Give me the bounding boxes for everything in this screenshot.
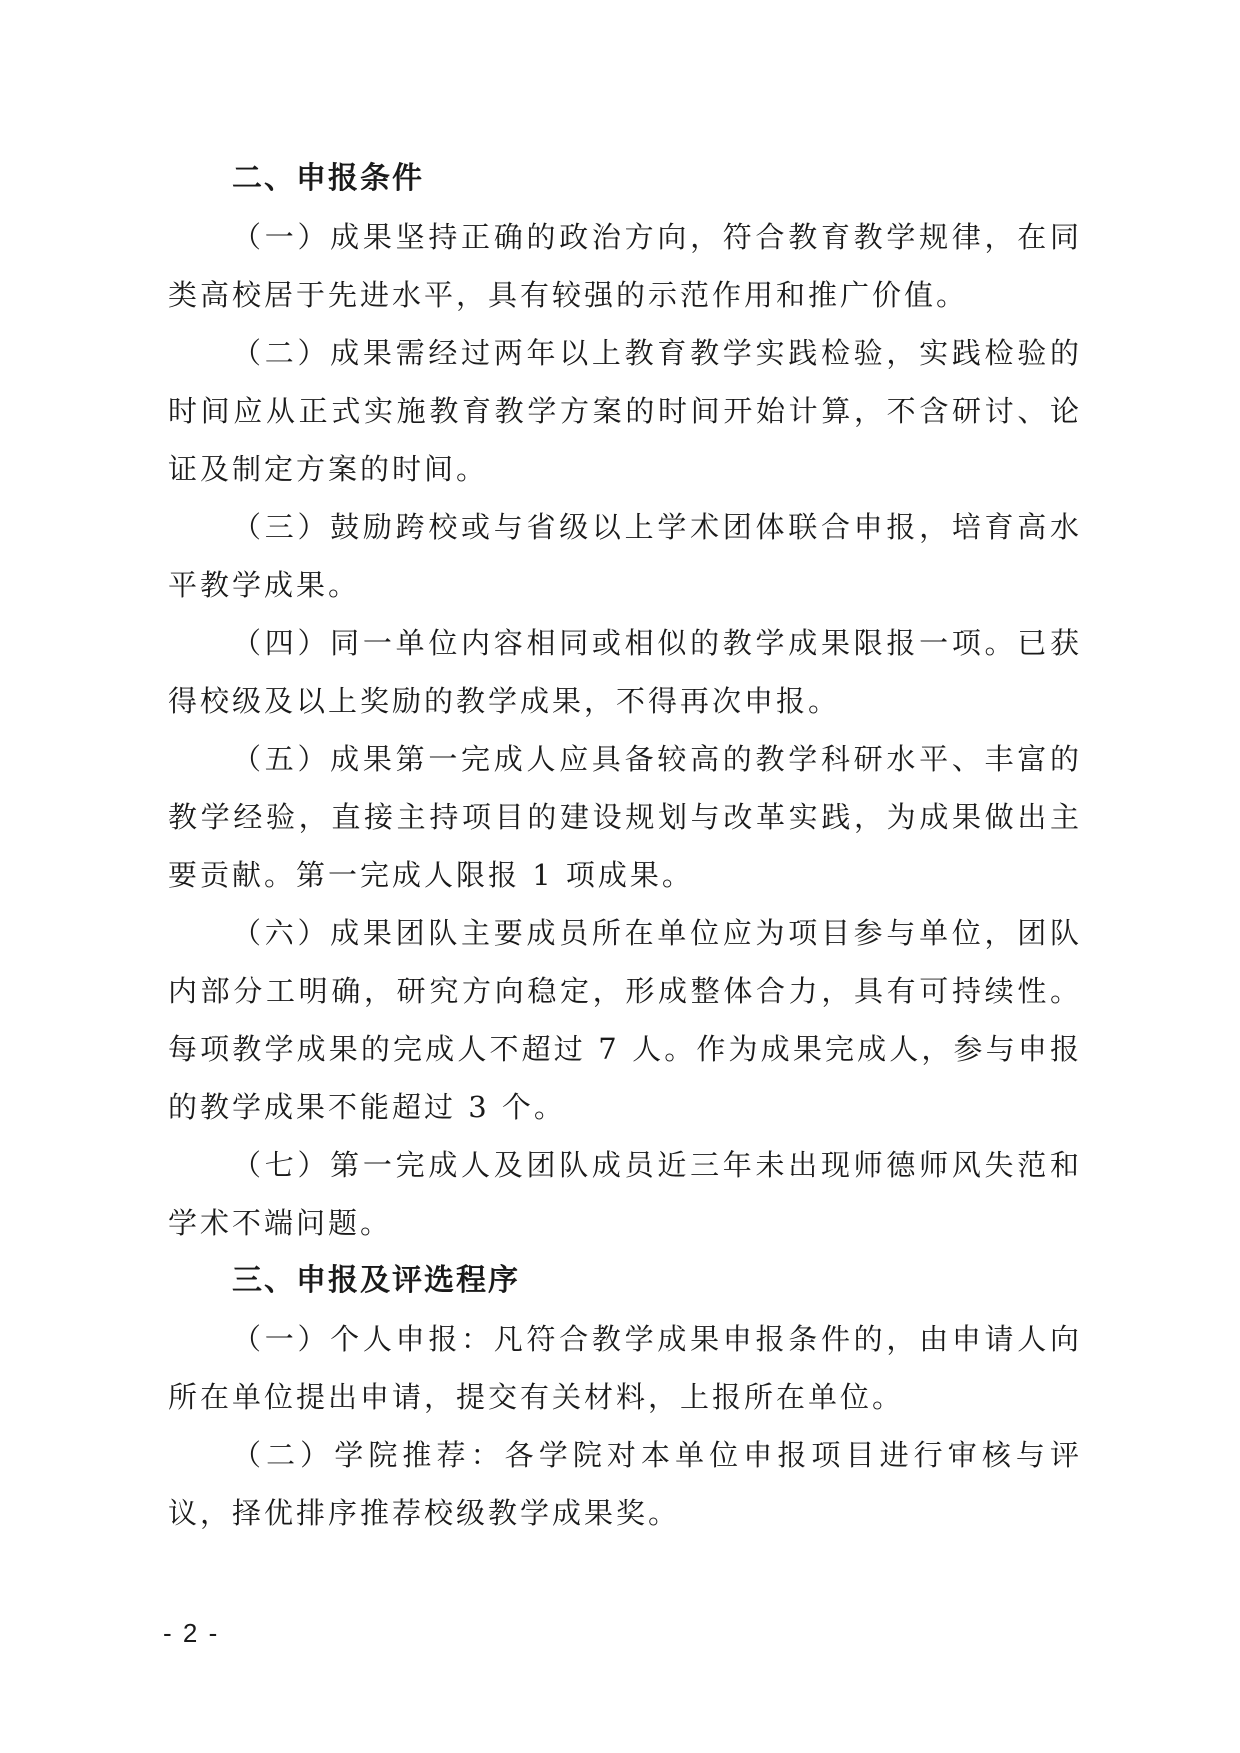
paragraph: （七）第一完成人及团队成员近三年未出现师德师风失范和学术不端问题。 xyxy=(168,1148,1082,1240)
paragraph: （一）成果坚持正确的政治方向，符合教育教学规律，在同类高校居于先进水平，具有较强的示范作用和推广价值。 xyxy=(168,220,1082,312)
paragraph: （一）个人申报：凡符合教学成果申报条件的，由申请人向所在单位提出申请，提交有关材料，上报所在单位。 xyxy=(168,1322,1082,1414)
paragraph: （二）学院推荐：各学院对本单位申报项目进行审核与评议，择优排序推荐校级教学成果奖。 xyxy=(168,1438,1082,1530)
paragraph: （二）成果需经过两年以上教育教学实践检验，实践检验的时间应从正式实施教育教学方案的时间开始计算，不含研讨、论证及制定方案的时间。 xyxy=(168,336,1082,486)
paragraph: （四）同一单位内容相同或相似的教学成果限报一项。已获得校级及以上奖励的教学成果，不得再次申报。 xyxy=(168,626,1082,718)
section-heading-application-conditions: 二、申报条件 xyxy=(232,161,424,196)
section-heading-application-procedure: 三、申报及评选程序 xyxy=(232,1263,520,1298)
paragraph: （三）鼓励跨校或与省级以上学术团体联合申报，培育高水平教学成果。 xyxy=(168,510,1082,602)
paragraph: （六）成果团队主要成员所在单位应为项目参与单位，团队内部分工明确，研究方向稳定，形成整体合力，具有可持续性。每项教学成果的完成人不超过 7 人。作为成果完成人，参与申报的教学成果不能超过 3 个。 xyxy=(168,916,1082,1124)
page-number: - 2 - xyxy=(163,1618,220,1648)
paragraph: （五）成果第一完成人应具备较高的教学科研水平、丰富的教学经验，直接主持项目的建设规划与改革实践，为成果做出主要贡献。第一完成人限报 1 项成果。 xyxy=(168,742,1082,892)
document-body xyxy=(168,150,1082,1542)
